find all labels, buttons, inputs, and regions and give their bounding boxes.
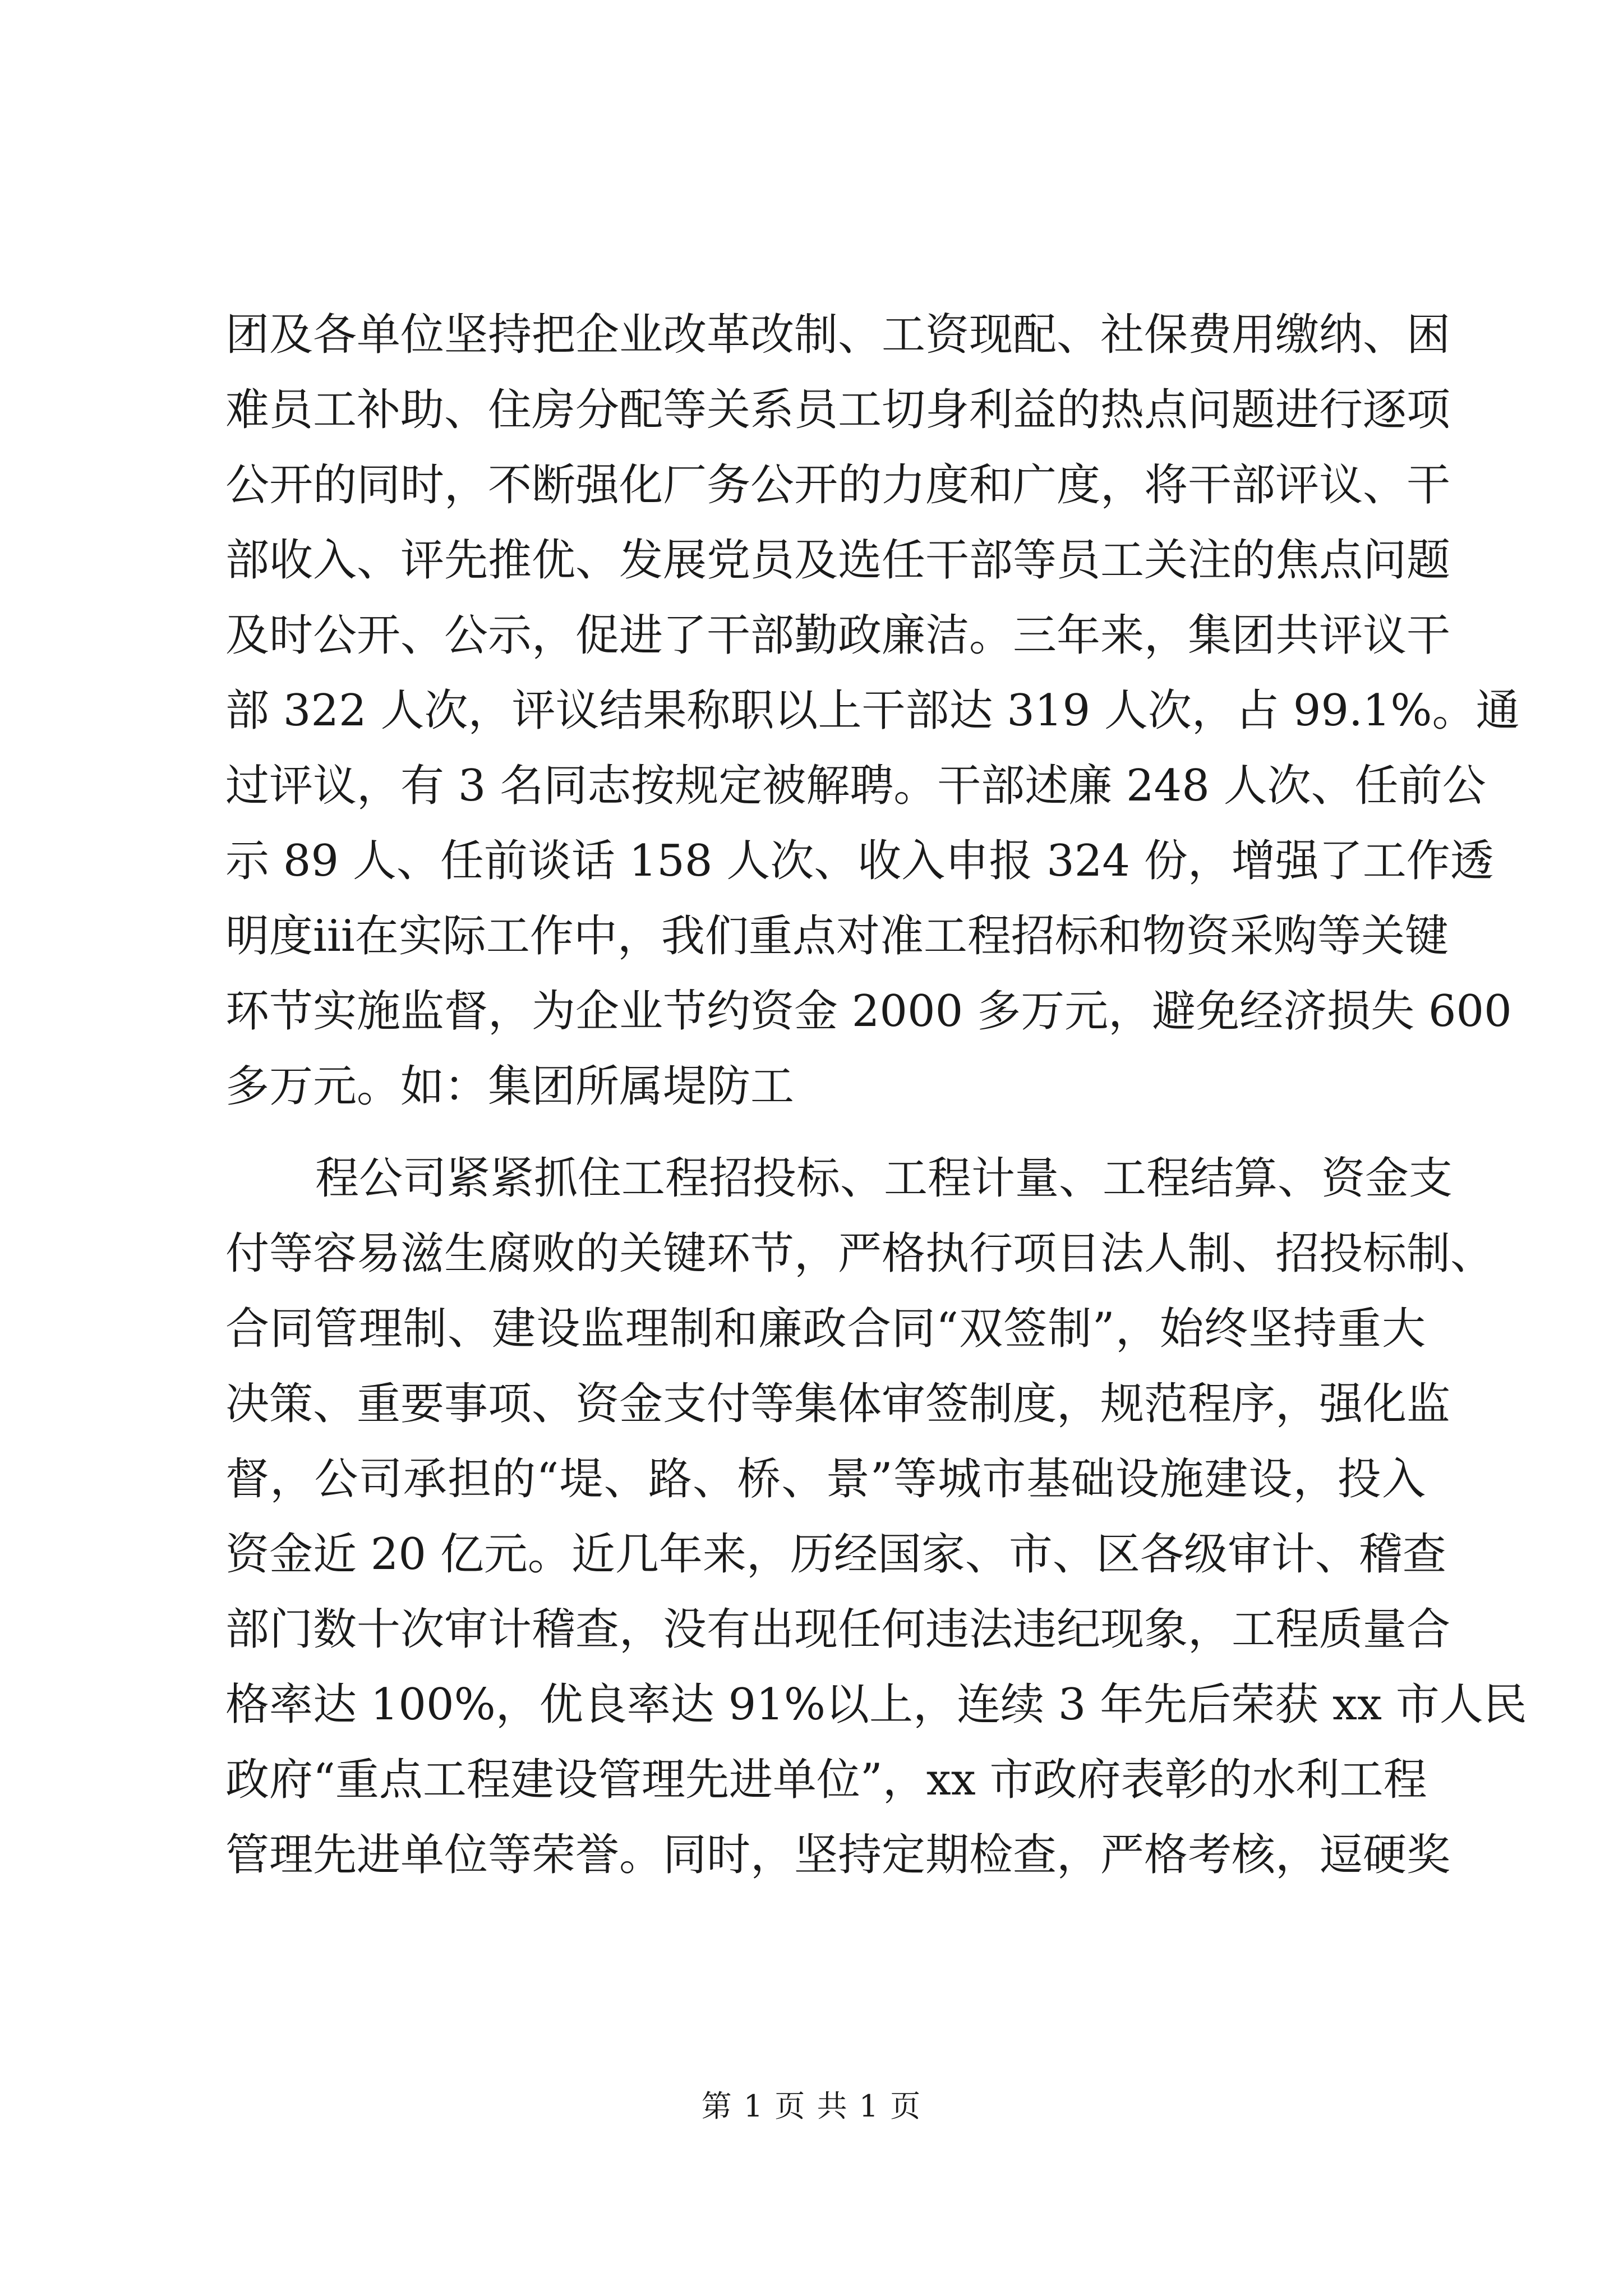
text-line: 多万元。如：集团所属堤防工: [225, 1061, 795, 1112]
paragraph-2: [225, 1141, 1527, 1893]
text-line: 合同管理制、建设监理制和廉政合同“双签制”，始终坚持重大: [225, 1304, 1426, 1354]
text-line: 部门数十次审计稽查，没有出现任何违法违纪现象，工程质量合: [225, 1604, 1451, 1655]
text-line: 明度iii在实际工作中，我们重点对准工程招标和物资采购等关键: [225, 911, 1449, 961]
text-line: 及时公开、公示，促进了干部勤政廉洁。三年来，集团共评议干: [225, 610, 1451, 661]
document-body: [225, 297, 1527, 1893]
text-line: 付等容易滋生腐败的关键环节，严格执行项目法人制、招投标制、: [225, 1228, 1495, 1279]
text-line: 格率达 100%，优良率达 91%以上，连续 3 年先后荣获 xx 市人民: [225, 1680, 1527, 1730]
page-footer: 第 1 页 共 1 页: [701, 2088, 922, 2124]
text-line: 资金近 20 亿元。近几年来，历经国家、市、区各级审计、稽查: [225, 1529, 1446, 1580]
text-line: 部 322 人次，评议结果称职以上干部达 319 人次，占 99.1%。通: [225, 685, 1520, 736]
text-line: 团及各单位坚持把企业改革改制、工资现配、社保费用缴纳、困: [225, 310, 1451, 360]
text-line: 决策、重要事项、资金支付等集体审签制度，规范程序，强化监: [225, 1379, 1451, 1429]
paragraph-1: [225, 297, 1520, 1124]
text-line: 示 89 人、任前谈话 158 人次、收入申报 324 份，增强了工作透: [225, 836, 1494, 886]
text-line: 公开的同时，不断强化厂务公开的力度和广度，将干部评议、干: [225, 460, 1451, 510]
text-line: 环节实施监督，为企业节约资金 2000 多万元，避免经济损失 600: [225, 986, 1512, 1037]
text-line: 部收入、评先推优、发展党员及选任干部等员工关注的焦点问题: [225, 535, 1451, 586]
text-line: 政府“重点工程建设管理先进单位”，xx 市政府表彰的水利工程: [225, 1755, 1427, 1805]
paragraph-spacer: [225, 1124, 1426, 1141]
text-line: 难员工补助、住房分配等关系员工切身利益的热点问题进行逐项: [225, 385, 1451, 435]
text-line: 督，公司承担的“堤、路、桥、景”等城市基础设施建设，投入: [225, 1454, 1426, 1504]
text-line: 过评议，有 3 名同志按规定被解聘。干部述廉 248 人次、任前公: [225, 761, 1486, 811]
text-line: 程公司紧紧抓住工程招投标、工程计量、工程结算、资金支: [315, 1153, 1453, 1204]
text-line: 管理先进单位等荣誉。同时，坚持定期检查，严格考核，逗硬奖: [225, 1830, 1451, 1880]
